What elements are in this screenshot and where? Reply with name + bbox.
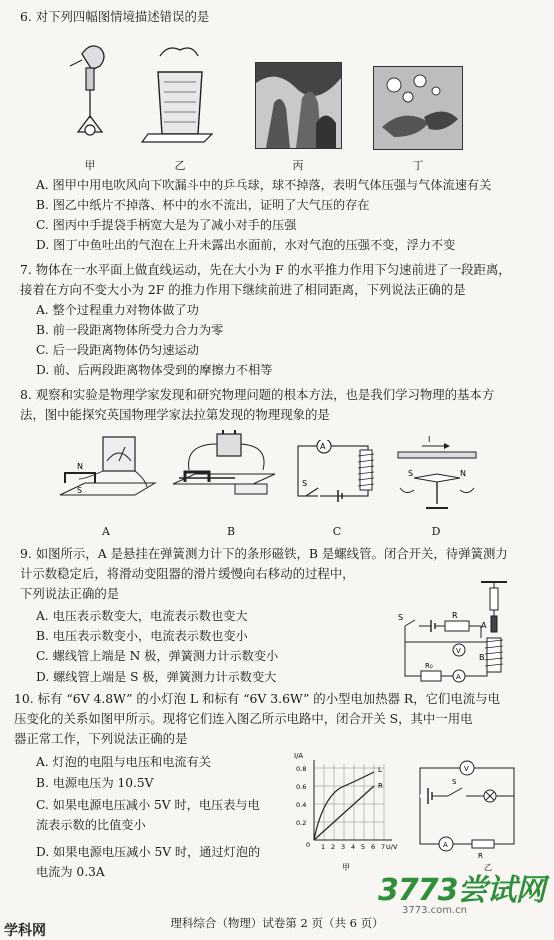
- q6-figure-bing: [255, 62, 342, 149]
- q10-ytick-2: 0.4: [296, 801, 307, 809]
- q7-option-a: A. 整个过程重力对物体做了功: [36, 303, 199, 317]
- q8-figure-d: [392, 432, 482, 514]
- watermark-url: 3773.com.cn: [402, 905, 467, 916]
- q10-circuit-figure: [412, 758, 522, 873]
- q6-figure-yi: [140, 42, 220, 152]
- q8-d-s-label: S: [408, 469, 414, 478]
- q10-iu-graph: [290, 750, 400, 880]
- q10-graph-xlabel: U/V: [386, 843, 398, 851]
- q8-caption-b: B: [226, 525, 236, 538]
- q10-graph-caption: 甲: [342, 863, 350, 872]
- q6-option-a: A. 图甲中用电吹风向下吹漏斗中的乒乓球，球不掉落，表明气体压强与气体流速有关: [36, 178, 492, 192]
- q10-ytick-0: 0.8: [296, 765, 307, 773]
- q7-stem-line-2: 接着在方向不变大小为 2F 的推力作用下继续前进了相同距离，下列说法正确的是: [20, 282, 466, 297]
- q9-option-d: D. 螺线管上端是 S 极，弹簧测力计示数变大: [36, 670, 277, 684]
- q10-option-c-line-2: 流表示数的比值变小: [36, 818, 146, 832]
- q8-stem-line-2: 法，图中能探究英国物理学家法拉第发现的物理现象的是: [20, 407, 330, 422]
- q10-stem-line-1: 10. 标有 “6V 4.8W” 的小灯泡 L 和标有 “6V 3.6W” 的小型电加热器 R，它们电流与电: [14, 691, 500, 706]
- q9-stem-line-3: 下列说法正确的是: [20, 586, 120, 601]
- q8-c-switch-label: S: [302, 479, 308, 488]
- q10-option-b: B. 电源电压为 10.5V: [36, 776, 154, 790]
- q8-d-current-label: I: [428, 435, 431, 444]
- q9-circuit-figure: [395, 580, 515, 690]
- q9-voltmeter-label: V: [456, 647, 461, 655]
- q10-stem-line-3: 器正常工作，下列说法正确的是: [14, 731, 188, 746]
- q8-d-n-label: N: [460, 469, 466, 478]
- q10-resistor-label: R: [478, 852, 483, 860]
- q10-xtick-6: 6: [371, 843, 376, 851]
- q8-a-s-label: S: [77, 486, 83, 495]
- q10-switch-label: S: [452, 778, 457, 786]
- q10-ytick-3: 0.2: [296, 819, 307, 827]
- q10-option-c-line-1: C. 如果电源电压减小 5V 时，电压表与电: [36, 798, 260, 812]
- q9-r0-label: R₀: [425, 662, 433, 670]
- q7-option-c: C. 后一段距离物体仍匀速运动: [36, 343, 199, 357]
- q7-option-d: D. 前、后两段距离物体受到的摩擦力不相等: [36, 363, 273, 377]
- q6-figure-ding: [373, 66, 463, 150]
- q6-caption-bing: 丙: [292, 159, 304, 172]
- watermark-brand: 3773尝试网: [378, 873, 545, 908]
- site-logo: 学科网: [4, 923, 46, 939]
- q9-stem-line-1: 9. 如图所示，A 是悬挂在弹簧测力计下的条形磁铁，B 是螺线管。闭合开关，待弹簧测力: [20, 546, 508, 561]
- q9-solenoid-label: B: [479, 653, 485, 662]
- q9-magnet-label: A: [481, 621, 487, 630]
- q6-caption-ding: 丁: [412, 159, 424, 172]
- q10-xtick-4: 4: [351, 843, 356, 851]
- q6-option-b: B. 图乙中纸片不掉落、杯中的水不流出，证明了大气压的存在: [36, 198, 370, 212]
- q10-xtick-7: 7: [381, 843, 386, 851]
- q10-xtick-5: 5: [361, 843, 366, 851]
- q8-figure-a: [55, 435, 165, 515]
- q10-option-d-line-1: D. 如果电源电压减小 5V 时，通过灯泡的: [36, 845, 261, 859]
- q7-option-b: B. 前一段距离物体所受力合力为零: [36, 323, 224, 337]
- q10-stem-line-2: 压变化的关系如图甲所示。现将它们连入图乙所示电路中，闭合开关 S，其中一用电: [14, 711, 473, 726]
- q10-xtick-2: 2: [331, 843, 336, 851]
- q10-circuit-caption: 乙: [484, 863, 492, 872]
- q8-c-meter-label: A: [320, 442, 326, 451]
- q10-curve-r-label: R: [378, 782, 383, 790]
- q8-caption-a: A: [102, 525, 110, 538]
- q9-switch-label: S: [398, 613, 404, 622]
- q10-ammeter-label: A: [443, 841, 448, 849]
- q10-xtick-1: 1: [321, 843, 326, 851]
- q7-stem-line-1: 7. 物体在一水平面上做直线运动，先在大小为 F 的水平推力作用下匀速前进了一段距离，: [20, 262, 511, 277]
- q9-rheostat-label: R: [452, 611, 458, 620]
- q10-curve-l-label: L: [378, 766, 382, 774]
- q8-caption-d: D: [431, 525, 441, 538]
- q9-ammeter-label: A: [456, 673, 461, 681]
- q6-stem: 6. 对下列四幅图情境描述错误的是: [20, 9, 210, 24]
- q10-xtick-3: 3: [341, 843, 346, 851]
- q9-option-a: A. 电压表示数变大，电流表示数也变大: [36, 609, 248, 623]
- q8-figure-c: [292, 440, 384, 516]
- q6-option-d: D. 图丁中鱼吐出的气泡在上升未露出水面前，水对气泡的压强不变，浮力不变: [36, 238, 456, 252]
- q6-caption-yi: 乙: [174, 159, 186, 172]
- q10-graph-ylabel: I/A: [294, 752, 304, 760]
- q8-figure-b: [165, 430, 280, 515]
- q10-ytick-1: 0.6: [296, 783, 307, 791]
- q10-option-d-line-2: 电流为 0.3A: [36, 865, 105, 879]
- q6-caption-jia: 甲: [84, 159, 96, 172]
- q6-option-c: C. 图丙中手提袋手柄宽大是为了减小对手的压强: [36, 218, 297, 232]
- q9-option-b: B. 电压表示数变小，电流表示数也变小: [36, 629, 248, 643]
- q10-voltmeter-label: V: [464, 765, 469, 773]
- q10-option-a: A. 灯泡的电阻与电压和电流有关: [36, 755, 211, 769]
- q8-stem-line-1: 8. 观察和实验是物理学家发现和研究物理问题的根本方法，也是我们学习物理的基本方: [20, 387, 495, 402]
- q9-stem-line-2: 计示数稳定后，将滑动变阻器的滑片缓慢向右移动的过程中，: [20, 566, 355, 581]
- q8-a-n-label: N: [77, 462, 83, 471]
- q9-option-c: C. 螺线管上端是 N 极，弹簧测力计示数变小: [36, 649, 279, 663]
- page-footer: 理科综合（物理）试卷第 2 页（共 6 页）: [170, 916, 384, 930]
- q10-ytick-4: 0: [306, 841, 311, 849]
- q8-caption-c: C: [332, 525, 342, 538]
- q6-figure-jia: [60, 40, 120, 150]
